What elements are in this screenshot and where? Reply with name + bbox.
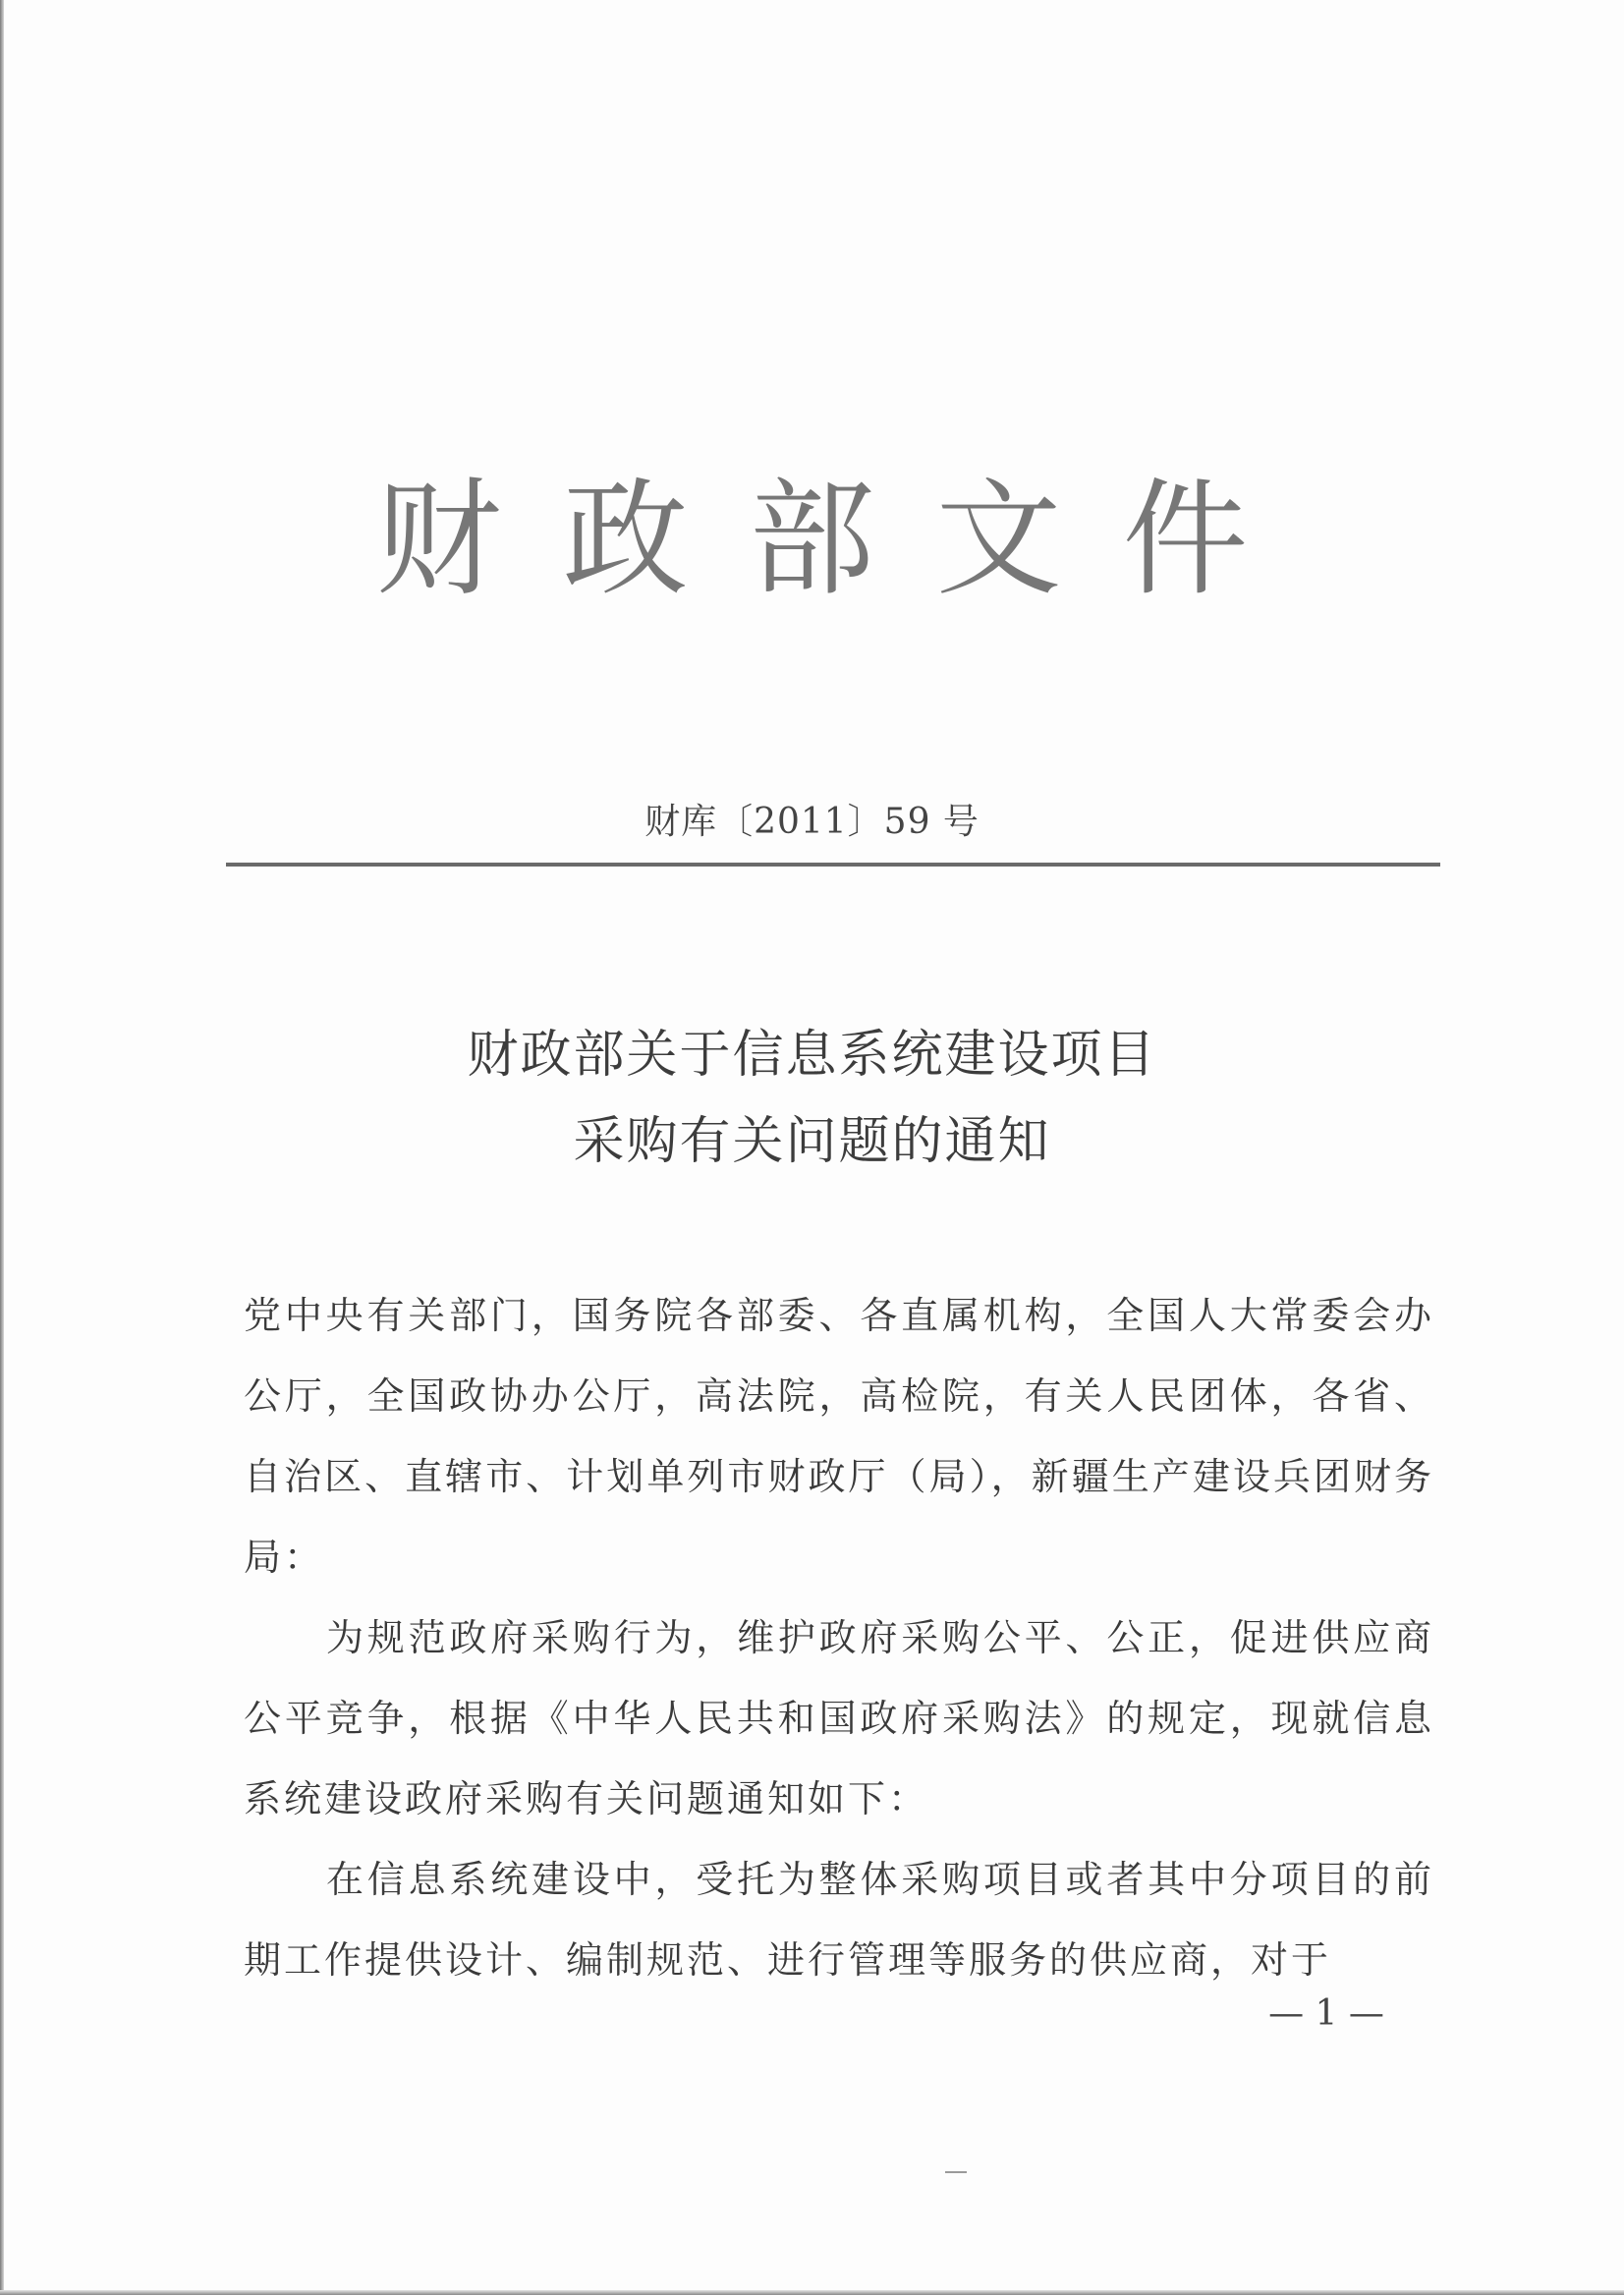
notice-title-line-2: 采购有关问题的通知 <box>573 1112 1051 1171</box>
notice-body <box>244 1275 1434 2000</box>
scan-edge-bottom <box>0 2290 1624 2295</box>
header-divider <box>226 863 1440 867</box>
document-number: 财库〔2011〕59 号 <box>644 802 980 842</box>
scan-speck <box>945 2171 967 2173</box>
document-header-title: 财政部文件 <box>375 467 1310 613</box>
body-paragraph-2: 在信息系统建设中，受托为整体采购项目或者其中分项目的前期工作提供设计、编制规范、进行管理等服务的供应商，对于 <box>244 1858 1434 1982</box>
body-paragraph-1: 为规范政府采购行为，维护政府采购公平、公正，促进供应商公平竞争，根据《中华人民共和国政府采购法》的规定，现就信息系统建设政府采购有关问题通知如下： <box>244 1616 1434 1820</box>
notice-title-line-1: 财政部关于信息系统建设项目 <box>467 1026 1157 1085</box>
addressees-paragraph: 党中央有关部门，国务院各部委、各直属机构，全国人大常委会办公厅，全国政协办公厅，高法院，高检院，有关人民团体，各省、自治区、直辖市、计划单列市财政厅（局），新疆生产建设兵团财务局： <box>244 1294 1434 1579</box>
page-number: — 1 — <box>1268 1993 1384 2034</box>
notice-title <box>0 1012 1624 1185</box>
